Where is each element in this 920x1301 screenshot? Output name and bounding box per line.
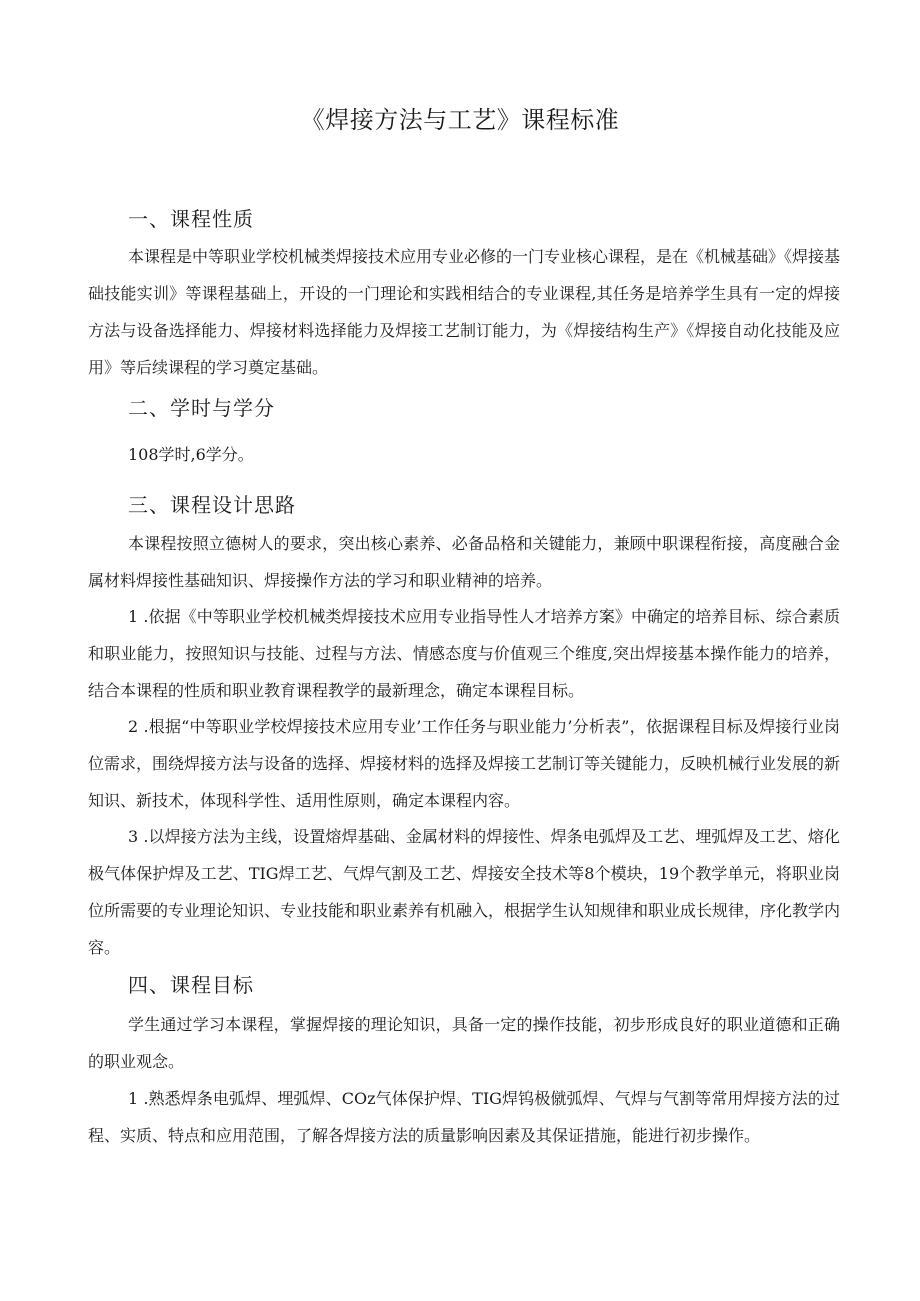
section-heading-nature: 一、课程性质 (128, 207, 254, 231)
paragraph-design-point-2: 2 .根据“中等职业学校焊接技术应用专业’工作任务与职业能力’分析表”，依据课程目标及焊接行业岗位需求，围绕焊接方法与设备的选择、焊接材料的选择及焊接工艺制订等关键能力，反映机械行业发展的新知识、新技术，体现科学性、适用性原则，确定本课程内容。 (88, 717, 841, 810)
paragraph-nature: 本课程是中等职业学校机械类焊接技术应用专业必修的一门专业核心课程，是在《机械基础》《焊接基础技能实训》等课程基础上，开设的一门理论和实践相结合的专业课程,其任务是培养学生具有一定的焊接方法与设备选择能力、焊接材料选择能力及焊接工艺制订能力，为《焊接结构生产》《焊接自动化技能及应用》等后续课程的学习奠定基础。 (88, 247, 841, 377)
section-heading-hours-credits: 二、学时与学分 (128, 396, 275, 420)
paragraph-objectives-intro: 学生通过学习本课程，掌握焊接的理论知识，具备一定的操作技能，初步形成良好的职业道德和正确的职业观念。 (88, 1015, 840, 1071)
paragraph-design-point-1: 1 .依据《中等职业学校机械类焊接技术应用专业指导性人才培养方案》中确定的培养目标、综合素质和职业能力，按照知识与技能、过程与方法、情感态度与价值观三个维度,突出焊接基本操作能力的培养，结合本课程的性质和职业教育课程教学的最新理念，确定本课程目标。 (88, 607, 840, 700)
paragraph-design-intro: 本课程按照立德树人的要求，突出核心素养、必备品格和关键能力，兼顾中职课程衔接，高度融合金属材料焊接性基础知识、焊接操作方法的学习和职业精神的培养。 (88, 534, 840, 590)
paragraph-objective-1: 1 .熟悉焊条电弧焊、埋弧焊、COz气体保护焊、TIG焊钨极僦弧焊、气焊与气割等常用焊接方法的过程、实质、特点和应用范围，了解各焊接方法的质量影响因素及其保证措施，能进行初步操作。 (88, 1089, 840, 1145)
section-heading-design-ideas: 三、课程设计思路 (128, 493, 296, 517)
document-title: 《焊接方法与工艺》课程标准 (300, 106, 620, 134)
section-heading-objectives: 四、课程目标 (128, 973, 254, 997)
paragraph-design-point-3: 3 .以焊接方法为主线，设置熔焊基础、金属材料的焊接性、焊条电弧焊及工艺、埋弧焊及工艺、熔化极气体保护焊及工艺、TIG焊工艺、气焊气割及工艺、焊接安全技术等8个模块，19个教学单元，将职业岗位所需要的专业理论知识、专业技能和职业素养有机融入，根据学生认知规律和职业成长规律，序化教学内容。 (88, 827, 841, 957)
paragraph-hours-credits: 108学时,6学分。 (128, 445, 254, 464)
